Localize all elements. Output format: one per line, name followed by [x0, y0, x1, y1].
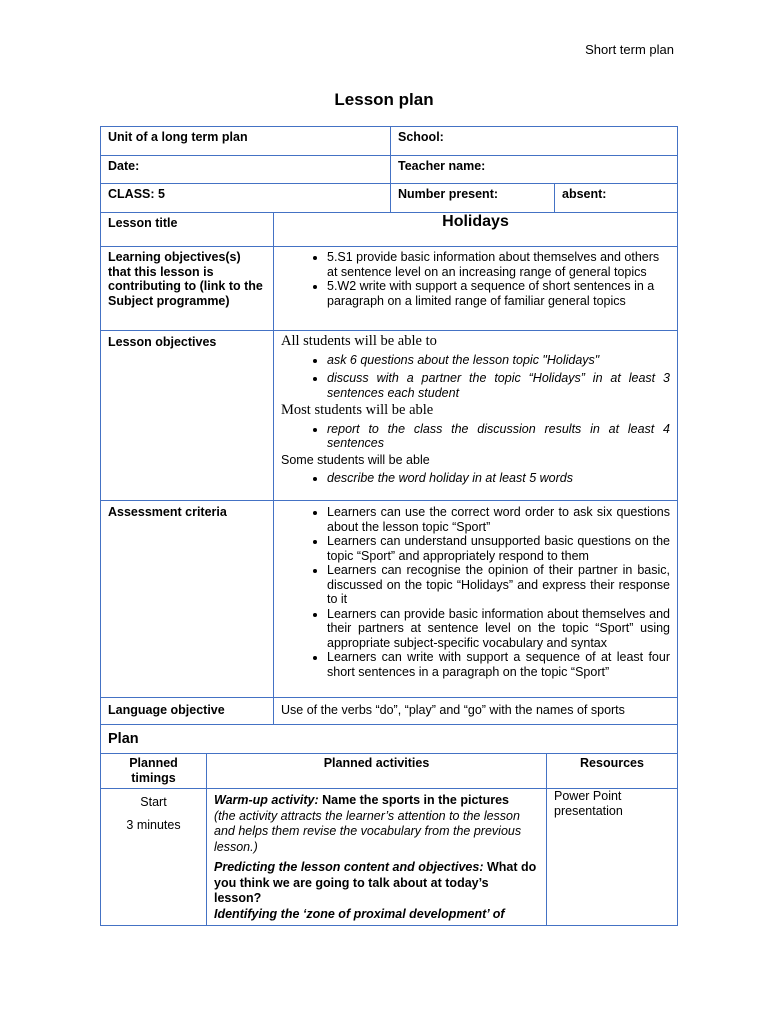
lesson-objectives-cell — [274, 331, 678, 501]
assessment-label: Assessment criteria — [101, 501, 274, 698]
warmup-text: Name the sports in the pictures — [318, 793, 509, 807]
learning-objectives-label: Learning objectives(s) that this lesson is contributing to (link to the Subject programme) — [101, 247, 274, 331]
class-cell: CLASS: 5 — [101, 184, 391, 213]
stage-label: Start — [140, 795, 167, 809]
predict-text: What do you think we are going to talk about at today’s lesson? — [214, 860, 537, 905]
lesson-plan-table — [100, 126, 678, 725]
most-students-heading: Most students will be able — [281, 402, 434, 418]
warmup-label: Warm-up activity: — [214, 793, 319, 807]
duration-label: 3 minutes — [126, 817, 181, 832]
date-cell: Date: — [101, 156, 391, 184]
language-objective-value: Use of the verbs “do”, “play” and “go” with the names of sports — [274, 698, 678, 725]
assessment-item: • Learners can recognise the opinion of their partner in basic, discussed on the topic “Holidays” and express their response to it — [327, 563, 670, 607]
activities-cell — [207, 789, 547, 926]
timing-cell — [101, 789, 207, 926]
objective-item: • ask 6 questions about the lesson topic "Holidays" — [327, 353, 670, 368]
assessment-item: • Learners can provide basic information about themselves and their partners at sentence level on the topic “Sport” using appropriate subject-specific vocabulary and syntax — [327, 607, 670, 651]
zone-text: Identifying the ‘zone of proximal development’ of — [214, 906, 505, 921]
assessment-cell — [274, 501, 678, 698]
warmup-note: (the activity attracts the learner’s attention to the lesson and helps them revise the vocabulary from the previous lesson.) — [214, 808, 522, 854]
plan-heading: Plan — [101, 725, 678, 754]
objective-item: • report to the class the discussion results in at least 4 sentences — [327, 422, 670, 451]
document-type-label: Short term plan — [585, 42, 674, 57]
objective-item: • describe the word holiday in at least 5 words — [327, 471, 670, 486]
activities-column-header: Planned activities — [207, 754, 547, 789]
school-cell: School: — [391, 127, 678, 156]
teacher-cell: Teacher name: — [391, 156, 678, 184]
some-students-heading: Some students will be able — [281, 452, 430, 467]
assessment-item: • Learners can write with support a sequence of at least four short sentences in a paragraph on the topic “Sport” — [327, 650, 670, 679]
resources-cell: Power Point presentation — [547, 789, 678, 926]
lesson-title-label: Lesson title — [101, 213, 274, 247]
unit-cell: Unit of a long term plan — [101, 127, 391, 156]
learning-objectives-cell — [274, 247, 678, 331]
all-students-heading: All students will be able to — [281, 333, 437, 349]
assessment-item: • Learners can understand unsupported basic questions on the topic “Sport” and appropriately respond to them — [327, 534, 670, 563]
assessment-item: • Learners can use the correct word order to ask six questions about the lesson topic “Sport” — [327, 505, 670, 534]
learning-objective-item: • 5.S1 provide basic information about themselves and others at sentence level on an increasing range of general topics — [327, 250, 670, 279]
language-objective-label: Language objective — [101, 698, 274, 725]
number-present-cell: Number present: — [391, 184, 555, 213]
absent-cell: absent: — [555, 184, 678, 213]
plan-table — [100, 724, 678, 926]
learning-objective-item: • 5.W2 write with support a sequence of short sentences in a paragraph on a limited range of familiar general topics — [327, 279, 670, 308]
lesson-objectives-label: Lesson objectives — [101, 331, 274, 501]
resources-column-header: Resources — [547, 754, 678, 789]
predict-label: Predicting the lesson content and objectives: — [214, 860, 484, 874]
lesson-title-value: Holidays — [274, 213, 678, 247]
objective-item: • discuss with a partner the topic “Holidays” in at least 3 sentences each student — [327, 371, 670, 400]
timings-column-header: Planned timings — [101, 754, 207, 789]
page-title: Lesson plan — [334, 90, 434, 109]
